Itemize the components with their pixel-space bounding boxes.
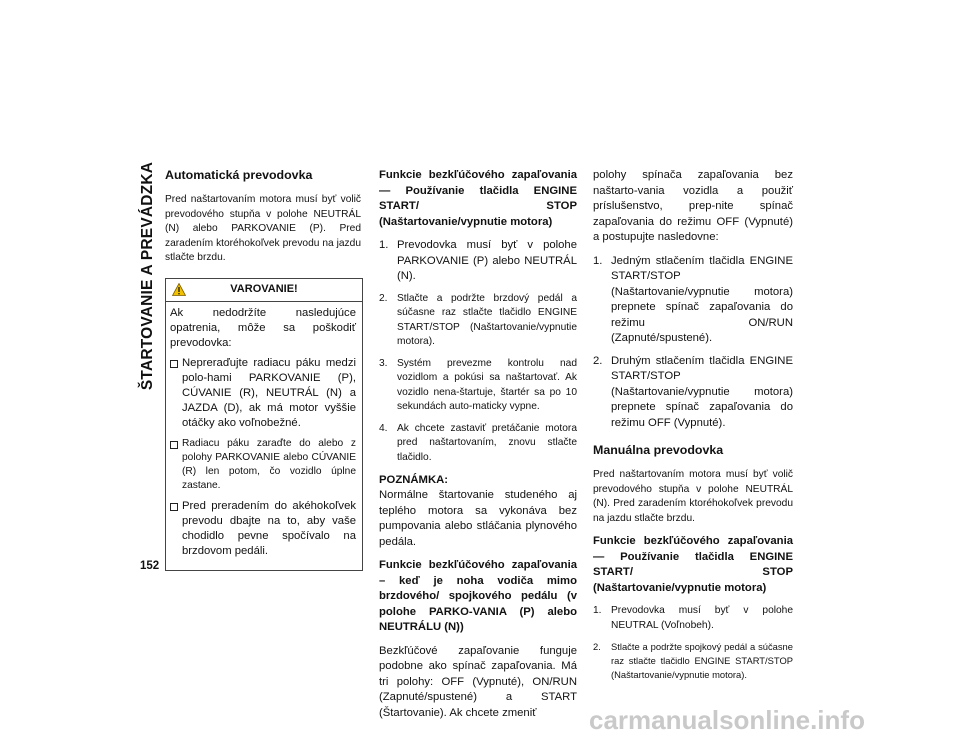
paragraph-automatic-transmission: Pred naštartovaním motora musí byť volič prevodového stupňa v polohe NEUTRÁL (N) alebo PARKOVANIE (P). Pred zaradením ktoréhokoľvek prevodu na jazdu stlačte brzdu. — [165, 194, 361, 263]
paragraph-keyless-ignition: Bezkľúčové zapaľovanie funguje podobne ako spínač zapaľovania. Má tri polohy: OFF (Vypnuté), ON/RUN (Zapnuté/spustené) a START (Štartovanie). Ak chcete zmeniť — [379, 644, 577, 719]
column-2 — [379, 168, 577, 729]
warning-triangle-icon — [172, 283, 186, 296]
warning-body — [166, 302, 362, 570]
list-text: Stlačte a podržte spojkový pedál a súčasne raz stlačte tlačidlo ENGINE START/STOP (Naštartovanie/vypnutie motora). — [611, 641, 793, 680]
heading-automatic-transmission: Automatická prevodovka — [165, 168, 313, 182]
list-item — [379, 292, 577, 350]
list-item — [593, 254, 793, 347]
list-text: Druhým stlačením tlačidla ENGINE START/STOP (Naštartovanie/vypnutie motora) prepnete spínač zapaľovania do režimu OFF (Vypnuté). — [611, 354, 793, 429]
list-text: Stlačte a podržte brzdový pedál a súčasne raz stlačte tlačidlo ENGINE START/STOP (Naštartovanie/vypnutie motora). — [397, 292, 577, 347]
list-number: 1. — [593, 605, 602, 616]
warning-item-text: Nepreraďujte radiacu páku medzi polo-hami PARKOVANIE (P), CÚVANIE (R), NEUTRÁL (N) a JAZDA (D), ak má motor vyššie otáčky ako voľnobežné. — [182, 356, 356, 429]
column-3 — [593, 168, 793, 689]
watermark: carmanualsonline.info — [589, 705, 865, 735]
warning-item-text: Radiacu páku zaraďte do alebo z polohy PARKOVANIE alebo CÚVANIE (R) len potom, čo vozidlo úplne zastane. — [182, 437, 356, 491]
manual-steps-list — [593, 604, 793, 682]
warning-header — [166, 279, 362, 302]
list-item — [593, 604, 793, 633]
ignition-steps-list — [593, 254, 793, 432]
list-item — [593, 354, 793, 432]
section-tab — [138, 161, 158, 391]
note-text: Normálne štartovanie studeného aj teplého motora sa vykonáva bez pumpovania alebo stláčania plynového pedála. — [379, 489, 577, 548]
list-item — [593, 640, 793, 682]
list-text: Ak chcete zastaviť pretáčanie motora pred naštartovaním, znovu stlačte tlačidlo. — [397, 422, 577, 463]
warning-intro: Ak nedodržíte nasledujúce opatrenia, môže sa poškodiť prevodovka: — [170, 306, 356, 349]
warning-item — [170, 356, 356, 431]
page-number: 152 — [140, 560, 160, 572]
list-number: 3. — [379, 357, 388, 369]
list-number: 4. — [379, 422, 388, 434]
list-item — [379, 357, 577, 415]
heading-keyless-foot-off: Funkcie bezkľúčového zapaľovania – keď je noha vodiča mimo brzdového/ spojkového pedálu (v polohe PARKO-VANIA (P) alebo NEUTRÁLU (N)) — [379, 559, 577, 633]
section-tab-label: ŠTARTOVANIE A PREVÁDZKA — [139, 161, 156, 391]
list-text: Jedným stlačením tlačidla ENGINE START/STOP (Naštartovanie/vypnutie motora) prepnete spínač zapaľovania do režimu ON/RUN (Zapnuté/spustené). — [611, 254, 793, 344]
warning-item — [170, 499, 356, 559]
checkbox-bullet-icon — [170, 503, 178, 511]
steps-list — [379, 238, 577, 465]
heading-keyless-start: Funkcie bezkľúčového zapaľovania — Používanie tlačidla ENGINE START/ STOP (Naštartovanie/vypnutie motora) — [379, 169, 577, 228]
warning-item-text: Pred preradením do akéhokoľvek prevodu dbajte na to, aby vaše chodidlo pevne spočívalo na brzdovom pedáli. — [182, 499, 356, 557]
list-number: 2. — [593, 354, 603, 367]
column-1 — [165, 168, 361, 571]
note-title: POZNÁMKA: — [379, 474, 449, 486]
list-text: Prevodovka musí byť v polohe NEUTRAL (Voľnobeh). — [611, 605, 793, 631]
list-item — [379, 422, 577, 466]
checkbox-bullet-icon — [170, 360, 178, 368]
heading-keyless-start-manual: Funkcie bezkľúčového zapaľovania — Používanie tlačidla ENGINE START/ STOP (Naštartovanie/vypnutie motora) — [593, 535, 793, 594]
paragraph-manual-transmission: Pred naštartovaním motora musí byť volič prevodového stupňa v polohe NEUTRÁL (N). Pred zaradením ktoréhokoľvek prevodu na jazdu stlačte brzdu. — [593, 469, 793, 524]
list-text: Systém prevezme kontrolu nad vozidlom a pokúsi sa naštartovať. Ak vozidlo nena-štartuje, štartér sa po 10 sekundách auto-maticky vypne. — [397, 357, 577, 412]
heading-manual-transmission: Manuálna prevodovka — [593, 443, 724, 457]
list-number: 2. — [593, 641, 601, 652]
list-text: Prevodovka musí byť v polohe PARKOVANIE (P) alebo NEUTRÁL (N). — [397, 239, 577, 282]
list-number: 1. — [379, 239, 389, 251]
list-number: 2. — [379, 292, 388, 304]
list-item — [379, 238, 577, 285]
paragraph-continued: polohy spínača zapaľovania bez naštarto-vania vozidla a použiť príslušenstvo, prep-nite spínač zapaľovania do režimu OFF (Vypnuté) a postupujte nasledovne: — [593, 169, 793, 243]
warning-item — [170, 437, 356, 493]
warning-box — [165, 278, 363, 571]
warning-title: VAROVANIE! — [230, 283, 298, 295]
checkbox-bullet-icon — [170, 441, 178, 449]
list-number: 1. — [593, 254, 603, 267]
